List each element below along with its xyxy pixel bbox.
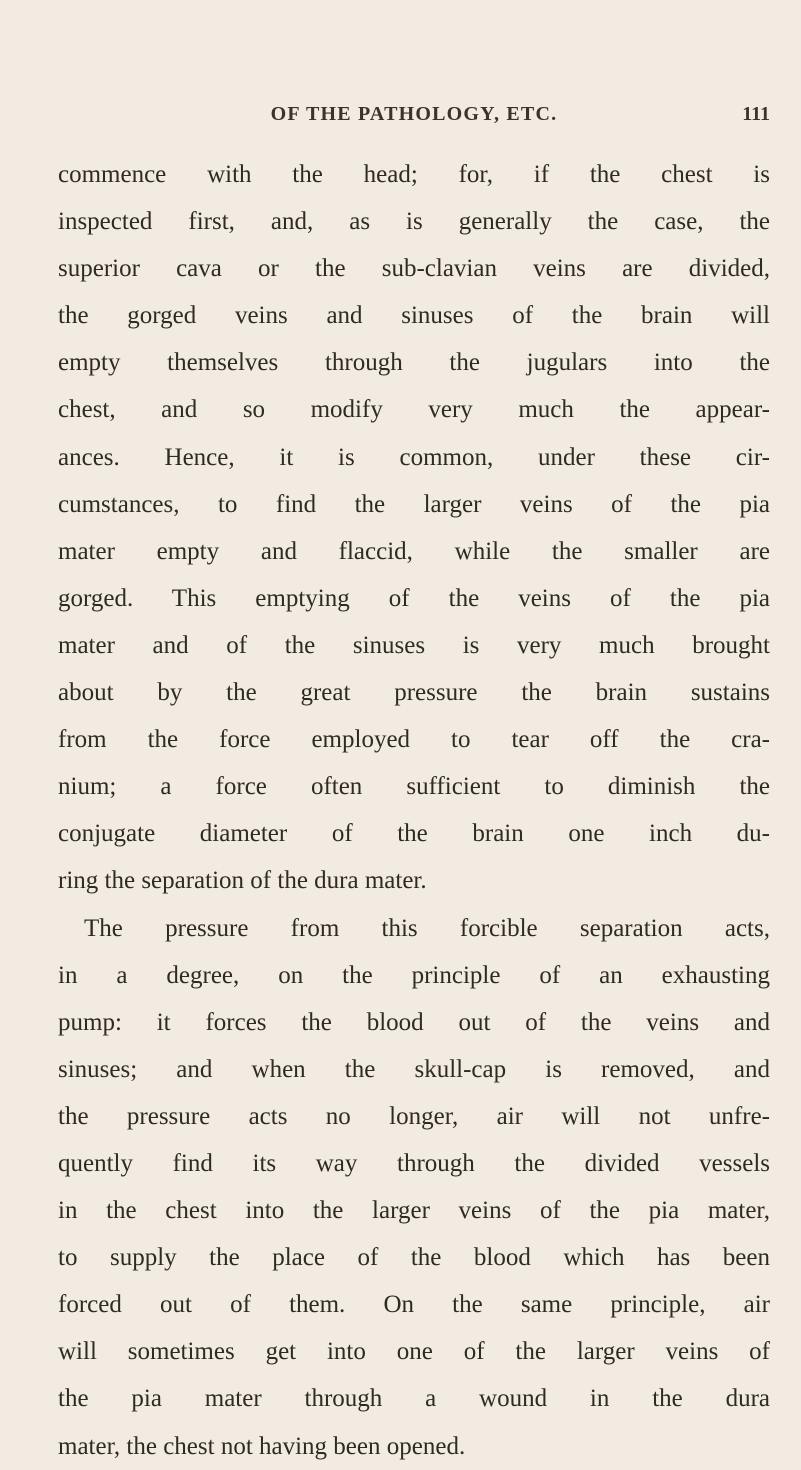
text-line: sinuses; and when the skull-cap is removed, and [58, 1055, 770, 1083]
text-line: gorged. This emptying of the veins of the pia [58, 584, 770, 612]
text-line: chest, and so modify very much the appear- [58, 396, 770, 424]
text-line: in the chest into the larger veins of the pia mater, [58, 1197, 770, 1225]
text-line: the gorged veins and sinuses of the brain will [58, 302, 770, 330]
text-line: quently find its way through the divided vessels [58, 1149, 770, 1177]
text-line: the pressure acts no longer, air will not unfre- [58, 1102, 770, 1130]
page-number: 111 [742, 103, 770, 125]
text-line: inspected first, and, as is generally the case, the [58, 208, 770, 236]
text-line: will sometimes get into one of the larger veins of [58, 1338, 770, 1366]
text-line: the pia mater through a wound in the dura [58, 1385, 770, 1413]
paragraph-end-line: mater, the chest not having been opened. [58, 1432, 466, 1460]
text-line: mater empty and flaccid, while the smaller are [58, 537, 770, 565]
running-title: OF THE PATHOLOGY, ETC. [270, 103, 558, 125]
text-line: about by the great pressure the brain sustains [58, 679, 770, 707]
paragraph-start-line: The pressure from this forcible separation acts, [84, 914, 770, 942]
text-line: ances. Hence, it is common, under these cir- [58, 443, 770, 471]
text-line: nium; a force often sufficient to diminish the [58, 773, 770, 801]
running-head [58, 103, 770, 139]
text-line: superior cava or the sub-clavian veins are divided, [58, 255, 770, 283]
body-text [58, 151, 770, 1470]
text-line: forced out of them. On the same principle, air [58, 1291, 770, 1319]
text-line: commence with the head; for, if the chest is [58, 161, 770, 188]
text-line: cumstances, to find the larger veins of the pia [58, 490, 770, 518]
text-line: to supply the place of the blood which has been [58, 1244, 770, 1272]
paragraph-end-line: ring the separation of the dura mater. [58, 867, 427, 895]
text-line: conjugate diameter of the brain one inch du- [58, 820, 770, 848]
text-line: pump: it forces the blood out of the veins and [58, 1008, 770, 1036]
text-line: in a degree, on the principle of an exhausting [58, 961, 770, 989]
text-line: from the force employed to tear off the cra- [58, 726, 770, 754]
text-line: empty themselves through the jugulars into the [58, 349, 770, 377]
text-line: mater and of the sinuses is very much brought [58, 631, 770, 659]
